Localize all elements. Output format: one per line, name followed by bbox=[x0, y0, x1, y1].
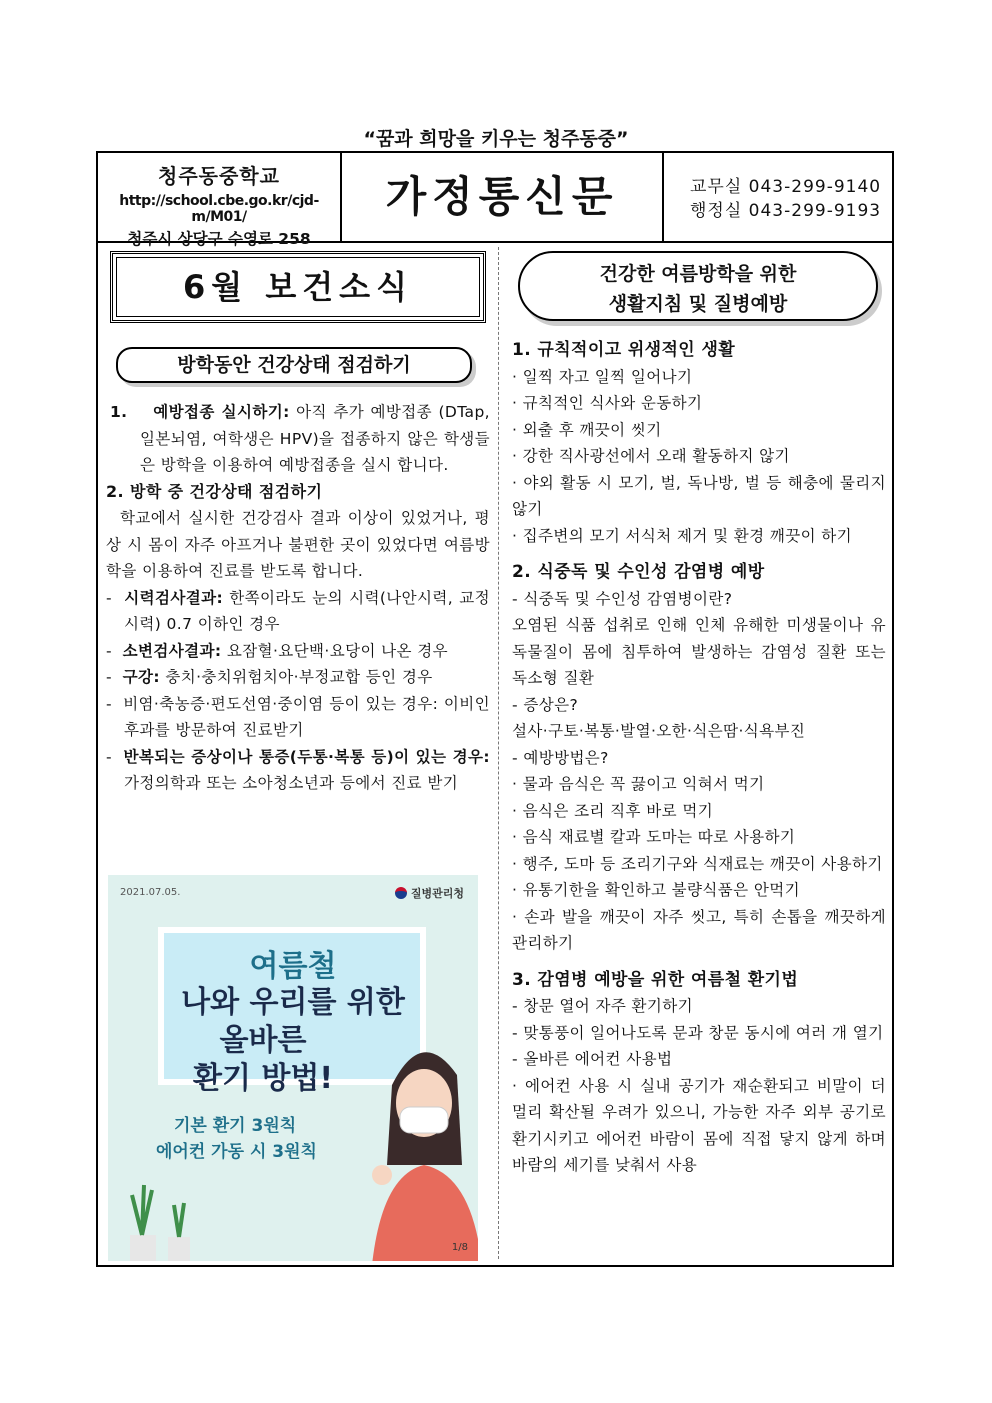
plants-illustration bbox=[122, 1175, 212, 1261]
column-divider bbox=[498, 247, 499, 1259]
school-name: 청주동중학교 bbox=[158, 164, 280, 188]
prevention-item: · 음식 재료별 칼과 도마는 따로 사용하기 bbox=[512, 828, 796, 846]
school-address: 청주시 상당구 수영로 258 bbox=[127, 230, 311, 248]
symptom-question: - 증상은? bbox=[512, 695, 579, 714]
routine-item: · 외출 후 깨끗이 씻기 bbox=[512, 420, 662, 439]
bullet-dental bbox=[106, 664, 490, 691]
bullet-urine-text: 요잠혈·요단백·요당이 나온 경우 bbox=[221, 641, 448, 660]
ventilation-line: - 올바른 에어컨 사용법 bbox=[512, 1050, 673, 1068]
item-number: 1. bbox=[110, 403, 128, 421]
pill-line-1: 건강한 여름방학을 위한 bbox=[599, 263, 797, 285]
ventilation-poster bbox=[108, 875, 478, 1261]
bullet-dash: - bbox=[106, 588, 112, 607]
bullet-dash: - bbox=[106, 641, 112, 660]
health-check-heading: 2. 방학 중 건강상태 점검하기 bbox=[106, 481, 323, 501]
bullet-vision-text: 한쪽이라도 눈의 시력(나안시력, 교정시력) 0.7 이하인 경우 bbox=[124, 588, 490, 633]
bullet-repeat-text: 가정의학과 또는 소아청소년과 등에서 진료 받기 bbox=[124, 774, 459, 792]
bullet-ent bbox=[106, 691, 490, 744]
routine-item: · 규칙적인 식사와 운동하기 bbox=[512, 394, 703, 412]
vaccine-item bbox=[106, 399, 490, 479]
bullet-repeat bbox=[106, 744, 490, 797]
school-url[interactable]: http://school.cbe.go.kr/cjd-m/M01/ bbox=[119, 193, 319, 225]
bullet-urine bbox=[106, 638, 490, 665]
routine-heading: 1. 규칙적이고 위생적인 생활 bbox=[512, 340, 736, 360]
newsletter-frame bbox=[96, 151, 894, 1267]
left-column bbox=[106, 251, 490, 797]
poster-line-3: 올바른 bbox=[219, 1023, 307, 1058]
vaccine-text: 아직 추가 예방접종 (DTap, 일본뇌염, 여학생은 HPV)을 접종하지 않은 학생들은 방학을 이용하여 예방접종을 실시 합니다. bbox=[140, 403, 491, 474]
contact-info bbox=[690, 175, 881, 223]
routine-item: · 집주변의 모기 서식처 제거 및 환경 깨끗이 하기 bbox=[512, 526, 853, 545]
poster-page-number: 1/8 bbox=[451, 1242, 468, 1253]
prevention-question: - 예방방법은? bbox=[512, 748, 609, 767]
food-poisoning-answer: 오염된 식품 섭취로 인해 인체 유해한 미생물이나 유독물질이 몸에 침투하여 발생하는 감염성 질환 또는 독소형 질환 bbox=[512, 616, 886, 687]
ventilation-line: - 맞통풍이 일어나도록 문과 창문 동시에 여러 개 열기 bbox=[512, 1023, 884, 1042]
poster-rule-2: 에어컨 가동 시 3원칙 bbox=[156, 1142, 317, 1162]
bullet-ent-text: 비염·축농증·편도선염·중이염 등이 있는 경우: 이비인후과를 방문하여 진료받기 bbox=[123, 694, 490, 739]
pill-line-2: 생활지침 및 질병예방 bbox=[608, 293, 788, 315]
bullet-dash: - bbox=[106, 668, 112, 686]
food-poisoning-question: - 식중독 및 수인성 감염병이란? bbox=[512, 589, 733, 608]
prevention-item: · 행주, 도마 등 조리기구와 식재료는 깨끗이 사용하기 bbox=[512, 854, 883, 873]
kdca-logo-icon bbox=[395, 887, 407, 899]
section-pill-left: 방학동안 건강상태 점검하기 bbox=[116, 347, 472, 383]
prevention-item: · 유통기한을 확인하고 불량식품은 안먹기 bbox=[512, 881, 800, 899]
section-pill-right bbox=[518, 251, 878, 321]
ventilation-heading: 3. 감염병 예방을 위한 여름철 환기법 bbox=[512, 969, 799, 990]
bullet-urine-heading: 소변검사결과: bbox=[122, 641, 222, 660]
health-check-text: 학교에서 실시한 건강검사 결과 이상이 있었거나, 평상 시 몸이 자주 아프거나 불편한 곳이 있었다면 여름방학을 이용하여 진료를 받도록 합니다. bbox=[106, 509, 490, 580]
bullet-dental-heading: 구강: bbox=[122, 668, 161, 686]
woman-with-mask-illustration bbox=[352, 1025, 478, 1261]
vaccine-heading: 예방접종 실시하기: bbox=[153, 403, 290, 421]
bullet-vision bbox=[106, 585, 490, 638]
right-body bbox=[512, 337, 886, 1179]
header bbox=[98, 153, 892, 248]
contact-admin: 행정실 043-299-9193 bbox=[690, 201, 882, 221]
bullet-dental-text: 충치·충치위험치아·부정교합 등인 경우 bbox=[160, 668, 433, 686]
prevention-item: · 물과 음식은 꼭 끓이고 익혀서 먹기 bbox=[512, 775, 765, 793]
poster-line-4: 환기 방법! bbox=[192, 1061, 334, 1096]
news-title-box: 6월 보건소식 bbox=[110, 251, 486, 323]
ventilation-line: · 에어컨 사용 시 실내 공기가 재순환되고 비말이 더 멀리 확산될 우려가 있으니, 가능한 자주 외부 공기로 환기시키고 에어컨 바람이 몸에 직접 닿지 않게 하며 바람의 세기를 낮춰서 사용 bbox=[512, 1076, 886, 1174]
symptom-answer: 설사·구토·복통·발열·오한·식은땀·식욕부진 bbox=[512, 722, 806, 740]
slogan: “꿈과 희망을 키우는 청주동중” bbox=[363, 128, 629, 150]
bullet-vision-heading: 시력검사결과: bbox=[124, 588, 224, 607]
newsletter-title: 가정통신문 bbox=[342, 153, 664, 241]
prevention-item: · 음식은 조리 직후 바로 먹기 bbox=[512, 801, 714, 820]
poster-line-2: 나와 우리를 위한 bbox=[181, 985, 405, 1020]
poster-agency-name: 질병관리청 bbox=[410, 887, 464, 900]
contact-office: 교무실 043-299-9140 bbox=[690, 177, 882, 197]
poster-line-1: 여름철 bbox=[249, 949, 337, 984]
poster-date: 2021.07.05. bbox=[120, 887, 181, 898]
routine-item: · 강한 직사광선에서 오래 활동하지 않기 bbox=[512, 447, 790, 465]
poster-agency bbox=[395, 885, 464, 901]
bullet-repeat-heading: 반복되는 증상이나 통증(두통·복통 등)이 있는 경우: bbox=[123, 747, 490, 766]
left-body bbox=[106, 399, 490, 797]
ventilation-line: - 창문 열어 자주 환기하기 bbox=[512, 997, 694, 1015]
food-poisoning-heading: 2. 식중독 및 수인성 감염병 예방 bbox=[512, 562, 765, 582]
bullet-dash: - bbox=[106, 747, 112, 766]
bullet-dash: - bbox=[106, 694, 112, 713]
school-info bbox=[98, 153, 342, 248]
routine-item: · 야외 활동 시 모기, 벌, 독나방, 벌 등 해충에 물리지 않기 bbox=[512, 473, 886, 518]
right-column bbox=[512, 247, 886, 1179]
poster-rule-1: 기본 환기 3원칙 bbox=[174, 1116, 297, 1136]
prevention-item: · 손과 발을 깨끗이 자주 씻고, 특히 손톱을 깨끗하게 관리하기 bbox=[512, 907, 886, 952]
routine-item: · 일찍 자고 일찍 일어나기 bbox=[512, 367, 693, 386]
